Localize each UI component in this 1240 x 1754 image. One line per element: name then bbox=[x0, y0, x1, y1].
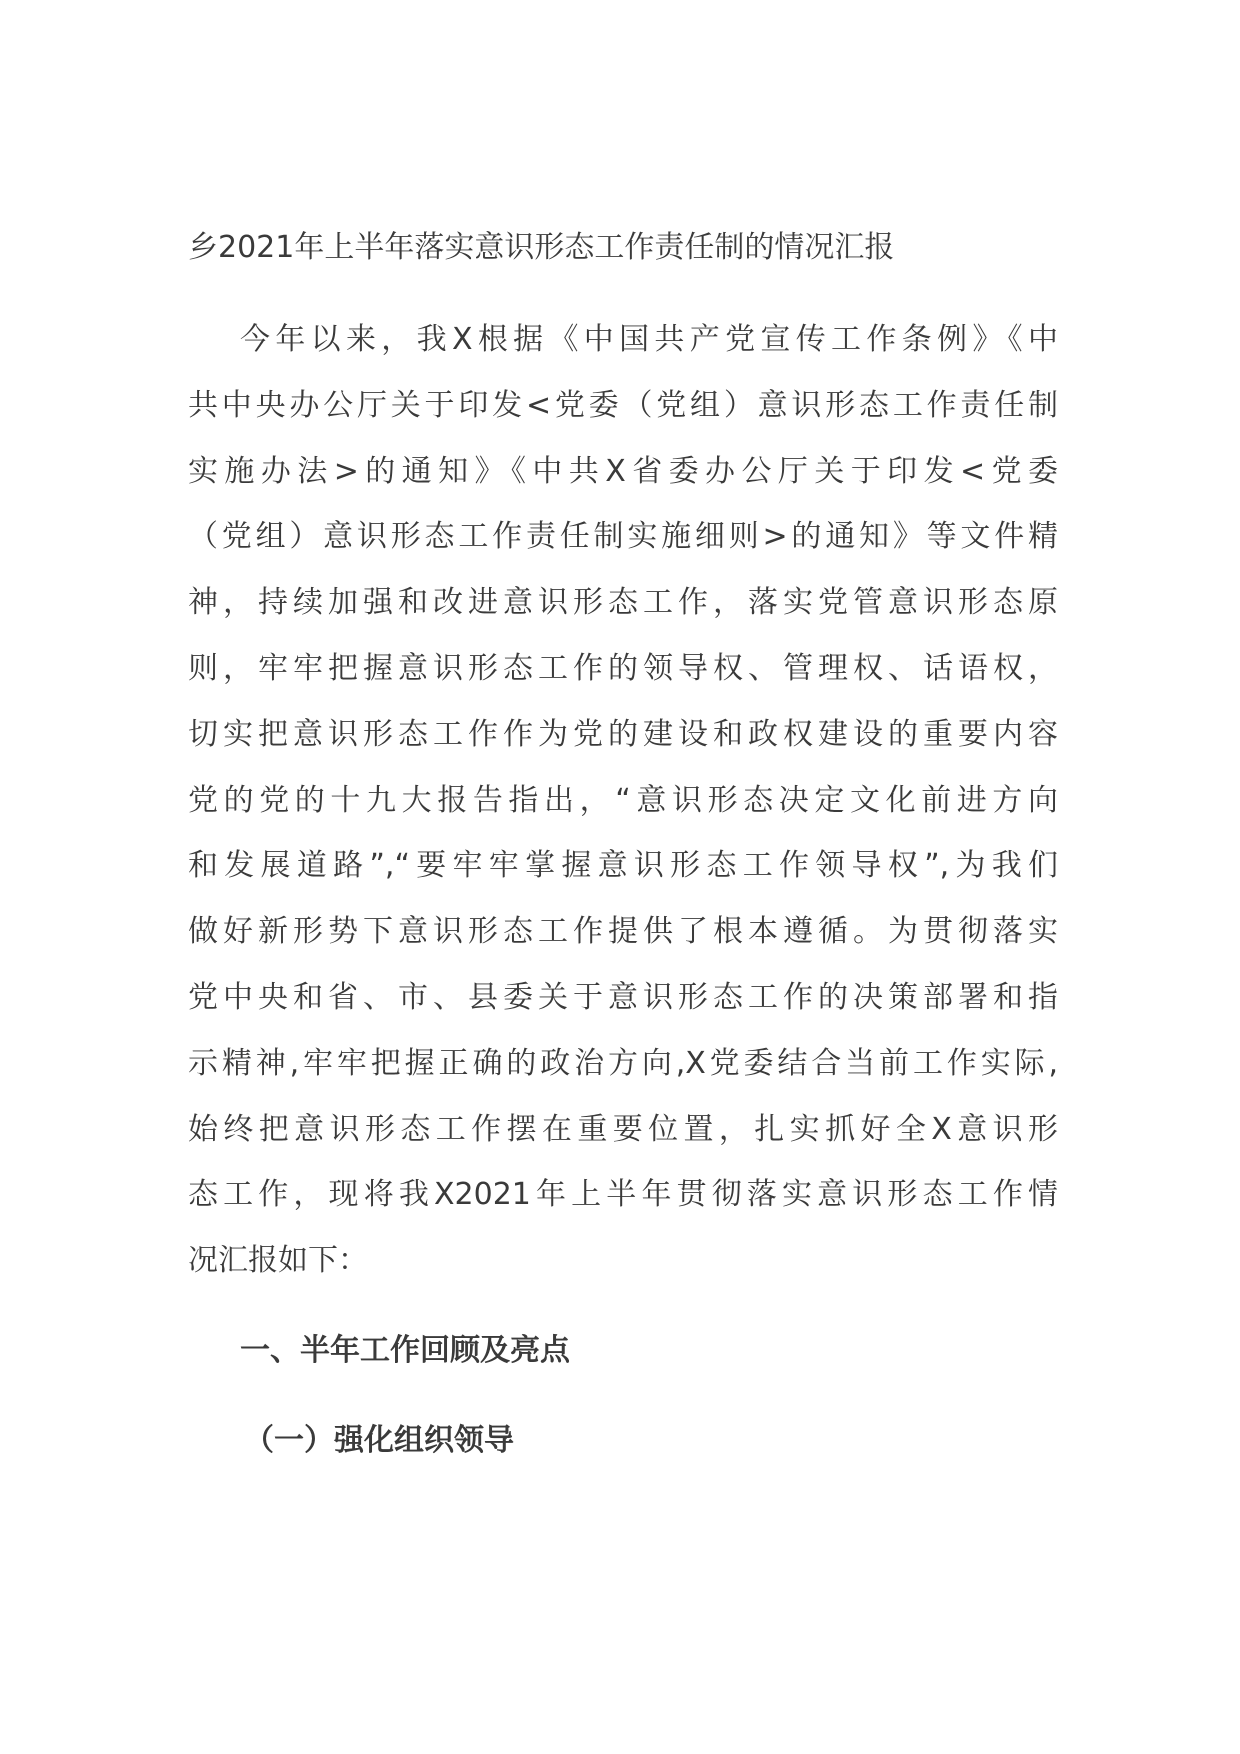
paragraph-line: 况汇报如下： bbox=[188, 1243, 368, 1279]
paragraph-line: 切实把意识形态工作作为党的建设和政权建设的重要内容 bbox=[188, 716, 1058, 752]
paragraph-line: 做好新形势下意识形态工作提供了根本遵循。为贯彻落实 bbox=[188, 914, 1058, 950]
subsection-heading: （一）强化组织领导 bbox=[244, 1423, 514, 1458]
paragraph-line: 今年以来，我X根据《中国共产党宣传工作条例》《中 bbox=[240, 322, 1058, 357]
paragraph-line: 共中央办公厅关于印发<党委（党组）意识形态工作责任制 bbox=[188, 387, 1058, 423]
paragraph-line: 态工作，现将我X2021年上半年贯彻落实意识形态工作情 bbox=[188, 1177, 1058, 1213]
paragraph-line: 实施办法>的通知》《中共X省委办公厅关于印发<党委 bbox=[188, 453, 1058, 489]
paragraph-line: 和发展道路”,“要牢牢掌握意识形态工作领导权”,为我们 bbox=[188, 848, 1058, 884]
paragraph-line: 示精神,牢牢把握正确的政治方向,X党委结合当前工作实际, bbox=[188, 1045, 1058, 1081]
document-title: 乡2021年上半年落实意识形态工作责任制的情况汇报 bbox=[188, 230, 895, 265]
section-heading: 一、半年工作回顾及亮点 bbox=[240, 1333, 570, 1368]
paragraph-line: 党中央和省、市、县委关于意识形态工作的决策部署和指 bbox=[188, 979, 1058, 1015]
paragraph-line: 始终把意识形态工作摆在重要位置，扎实抓好全X意识形 bbox=[188, 1111, 1058, 1147]
paragraph-line: 神，持续加强和改进意识形态工作，落实党管意识形态原 bbox=[188, 585, 1058, 621]
intro-paragraph bbox=[188, 307, 1058, 1294]
paragraph-line: 党的党的十九大报告指出，“意识形态决定文化前进方向 bbox=[188, 782, 1058, 818]
paragraph-line: （党组）意识形态工作责任制实施细则>的通知》等文件精 bbox=[188, 519, 1058, 555]
paragraph-line: 则，牢牢把握意识形态工作的领导权、管理权、话语权， bbox=[188, 650, 1058, 686]
